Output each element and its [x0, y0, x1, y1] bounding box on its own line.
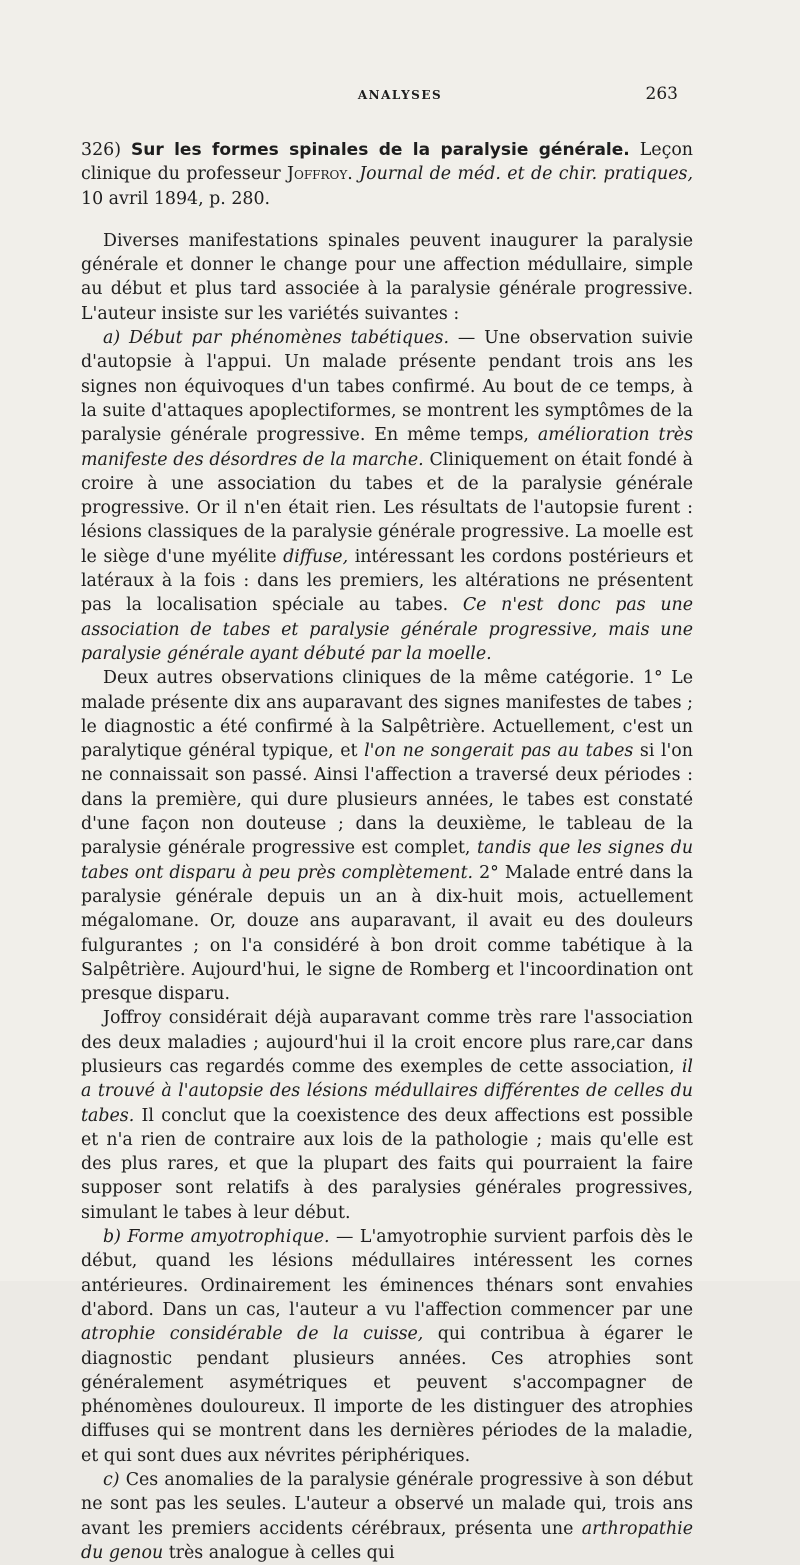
citation-journal: Journal de méd. et de chir. pratiques, — [359, 164, 694, 185]
paragraph-c — [81, 1468, 693, 1565]
a-text-3: intéressant les cordons postérieurs et latéraux à la fois : dans les premiers, les altérations ne présentent pas la localisation spéciale au tabes. — [81, 546, 693, 616]
paragraph-joffroy — [81, 1006, 693, 1225]
c-italic-1: arthropathie du genou — [81, 1518, 693, 1563]
c1-italic-1: il a trouvé à l'autopsie des lésions médullaires différentes de celles du tabes. — [81, 1056, 693, 1126]
paragraph-intro: Diverses manifestations spinales peuvent inaugurer la paralysie générale et donner le change pour une affection médullaire, simple au début et plus tard associée à la paralysie générale progressive. L'auteur insiste sur les variétés suivantes : — [81, 230, 693, 324]
a-italic-3: Ce n'est donc pas une association de tabes et paralysie générale progressive, mais une paralysie générale ayant débuté par la moelle. — [81, 595, 694, 664]
entry-title: Sur les formes spinales de la paralysie générale. — [130, 140, 630, 160]
a-text-2: Cliniquement on était fondé à croire à une association du tabes et de la paralysie générale progressive. Or il n'en était rien. Les résultats de l'autopsie furent : lésions classiques de la paralysie générale progressive. La moelle est le siège d'une myélite — [81, 449, 694, 567]
section-b-heading: Forme amyotrophique. — [127, 1227, 330, 1248]
paragraph-a — [81, 326, 693, 666]
b1-italic-2: tandis que les signes du tabes ont disparu à peu près complètement. — [81, 838, 694, 883]
b1-text-2: si l'on ne connaissait son passé. Ainsi l'affection a traversé deux périodes : dans la première, qui dure plusieurs années, le tabes est constaté d'une façon non douteuse ; dans la deuxième, le tableau de la paralysie générale progressive est complet, — [81, 741, 693, 859]
paragraph-observations — [81, 666, 693, 1006]
b-text-1: — L'amyotrophie survient parfois dès le début, quand les lésions médullaires intéressent les cornes antérieures. Ordinairement les éminences thénars sont envahies d'abord. Dans un cas, l'auteur a vu l'affection commencer par une — [81, 1227, 693, 1320]
a-italic-1: amélioration très manifeste des désordres de la marche. — [81, 425, 693, 470]
section-a-heading: Début par phénomènes tabétiques. — [129, 328, 449, 349]
entry-number: 326) — [81, 140, 121, 160]
paragraph-b — [81, 1225, 693, 1468]
c-text-2: très analogue à celles qui — [168, 1542, 395, 1563]
running-head: ANALYSES — [357, 88, 443, 102]
c1-text-1: Joffroy considérait déjà auparavant comme très rare l'association des deux maladies ; aujourd'hui il la croit encore plus rare,car dans plusieurs cas regardés comme des exemples de cette association, — [81, 1008, 693, 1077]
citation-pre: Leçon clinique du professeur — [81, 140, 694, 185]
b-italic-1: atrophie considérable de la cuisse, — [81, 1324, 424, 1345]
section-a-label: a) — [103, 328, 121, 349]
c1-text-2: Il conclut que la coexistence des deux affections est possible et n'a rien de contraire aux lois de la pathologie ; mais qu'elle est des plus rares, et que la plupart des faits qui pourraient la faire supposer sont relatifs à des paralysies générales progressives, simulant le tabes à leur début. — [81, 1105, 693, 1223]
b1-text-3: 2° Malade entré dans la paralysie générale depuis un an à dix-huit mois, actuellement mégalomane. Or, douze ans auparavant, il avait eu des douleurs fulgurantes ; on l'a considéré à bon droit comme tabétique à la Salpêtrière. Aujourd'hui, le signe de Romberg et l'incoordination ont presque disparu. — [81, 862, 693, 1005]
c-text-1: Ces anomalies de la paralysie générale progressive à son début ne sont pas les seules. L'auteur a observé un malade qui, trois ans avant les premiers accidents cérébraux, présenta une — [81, 1470, 693, 1539]
section-c-label: c) — [103, 1470, 120, 1491]
entry-heading: 326) Sur les formes spinales de la paralysie générale. Leçon clinique du professeur Joffroy. Journal de méd. et de chir. pratiques, 10 avril 1894, p. 280. — [81, 140, 694, 209]
b-text-2: qui contribua à égarer le diagnostic pendant plusieurs années. Ces atrophies sont généralement asymétriques et peuvent s'accompagner de phénomènes douloureux. Il importe de les distinguer des atrophies diffuses qui se montrent dans les dernières périodes de la maladie, et qui sont dues aux névrites périphériques. — [81, 1324, 693, 1466]
b1-italic-1: l'on ne songerait pas au tabes — [364, 741, 634, 762]
citation-post: 10 avril 1894, p. 280. — [81, 188, 271, 209]
article-body — [81, 138, 693, 1565]
a-italic-2: diffuse, — [283, 546, 349, 567]
citation-author: Joffroy — [287, 164, 348, 185]
b1-text-1: Deux autres observations cliniques de la même catégorie. 1° Le malade présente dix ans auparavant des signes manifestes de tabes ; le diagnostic a été confirmé à la Salpêtrière. Actuellement, c'est un paralytique général typique, et — [81, 668, 693, 762]
section-b-label: b) — [103, 1227, 121, 1248]
page-number: 263 — [645, 84, 678, 104]
a-text-1: — Une observation suivie d'autopsie à l'appui. Un malade présente pendant trois ans les signes non équivoques d'un tabes confirmé. Au bout de ce temps, à la suite d'attaques apoplectiformes, se montrent les symptômes de la paralysie générale progressive. En même temps, — [81, 328, 693, 446]
